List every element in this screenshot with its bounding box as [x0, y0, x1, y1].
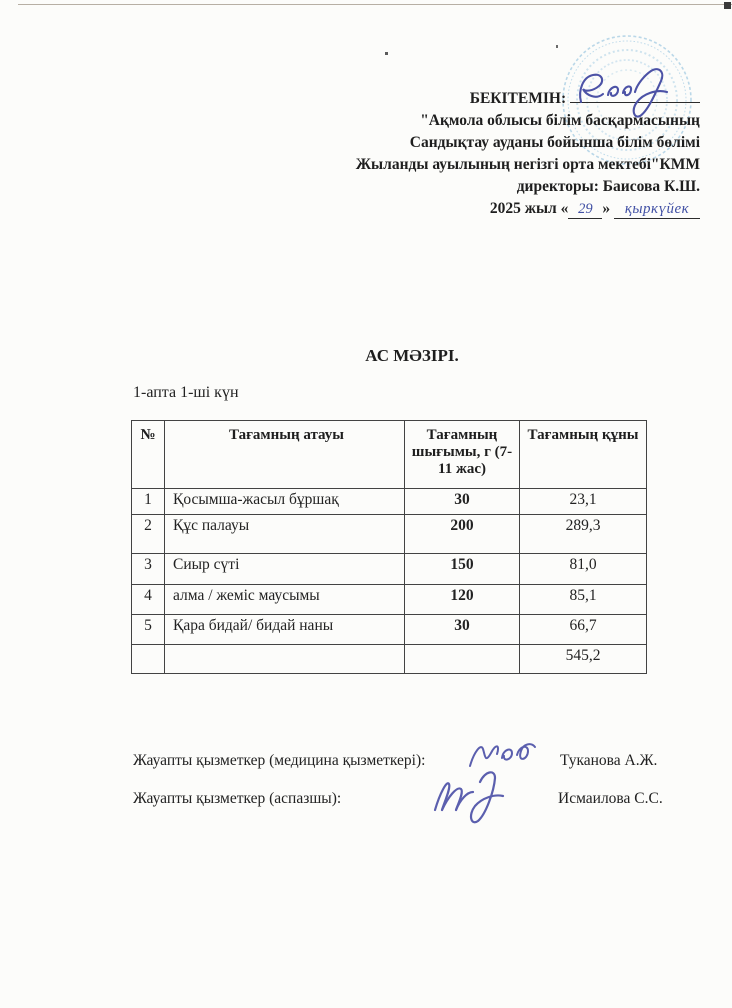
director-signature-icon	[574, 66, 672, 120]
cell-no: 1	[132, 489, 165, 515]
cell-name: Қара бидай/ бидай наны	[165, 615, 405, 645]
cell-output: 120	[405, 585, 520, 615]
cell-empty	[165, 645, 405, 674]
menu-table	[131, 420, 647, 674]
org-line: Жыланды ауылының негізгі орта мектебі"КММ	[355, 156, 700, 173]
table-row	[132, 615, 647, 645]
org-line: директоры: Баисова К.Ш.	[516, 178, 700, 195]
table-row	[132, 554, 647, 585]
cell-cost: 81,0	[520, 554, 647, 585]
responsible-cook-name: Исмаилова С.С.	[558, 790, 663, 807]
cell-cost: 23,1	[520, 489, 647, 515]
header-cost: Тағамның құны	[520, 421, 647, 489]
handwritten-month: қыркүйек	[624, 201, 690, 217]
cell-cost: 289,3	[520, 515, 647, 554]
cell-output: 150	[405, 554, 520, 585]
scan-artifact-corner	[724, 2, 731, 9]
cell-no: 4	[132, 585, 165, 615]
cell-no: 5	[132, 615, 165, 645]
cell-no: 3	[132, 554, 165, 585]
cell-no: 2	[132, 515, 165, 554]
approval-label: БЕКІТЕМІН:	[469, 90, 567, 107]
date-line	[356, 198, 700, 220]
scan-artifact-line	[18, 4, 732, 5]
table-row	[132, 489, 647, 515]
responsible-medical-name: Туканова А.Ж.	[560, 752, 658, 769]
cell-name: Құс палауы	[165, 515, 405, 554]
scan-artifact-dot	[385, 52, 388, 55]
table-row	[132, 515, 647, 554]
cell-name: Қосымша-жасыл бұршақ	[165, 489, 405, 515]
responsible-medical-label: Жауапты қызметкер (медицина қызметкері):	[133, 752, 426, 769]
week-day-subtitle: 1-апта 1-ші күн	[133, 384, 239, 401]
header-output: Тағамның шығымы, г (7-11 жас)	[405, 421, 520, 489]
page-title: АС МӘЗІРІ.	[365, 346, 459, 365]
table-header-row	[132, 421, 647, 489]
cell-output: 30	[405, 615, 520, 645]
date-close-quote: »	[602, 200, 611, 217]
header-dish-name: Тағамның атауы	[165, 421, 405, 489]
header-no: №	[132, 421, 165, 489]
cell-output: 30	[405, 489, 520, 515]
cell-total-cost: 545,2	[520, 645, 647, 674]
cell-output: 200	[405, 515, 520, 554]
date-prefix: 2025 жыл «	[489, 200, 569, 217]
cell-name: Сиыр сүті	[165, 554, 405, 585]
cell-name: алма / жеміс маусымы	[165, 585, 405, 615]
cell-empty	[405, 645, 520, 674]
approval-line	[356, 88, 700, 110]
cell-empty	[132, 645, 165, 674]
cell-cost: 85,1	[520, 585, 647, 615]
approval-block	[356, 88, 700, 220]
handwritten-day: 29	[578, 201, 593, 217]
cook-signature-icon	[428, 768, 512, 824]
responsible-cook-label: Жауапты қызметкер (аспазшы):	[133, 790, 342, 807]
org-line: Сандықтау ауданы бойынша білім бөлімі	[409, 134, 700, 151]
org-line: "Ақмола облысы білім басқармасының	[420, 112, 700, 129]
cell-cost: 66,7	[520, 615, 647, 645]
table-total-row	[132, 645, 647, 674]
table-row	[132, 585, 647, 615]
